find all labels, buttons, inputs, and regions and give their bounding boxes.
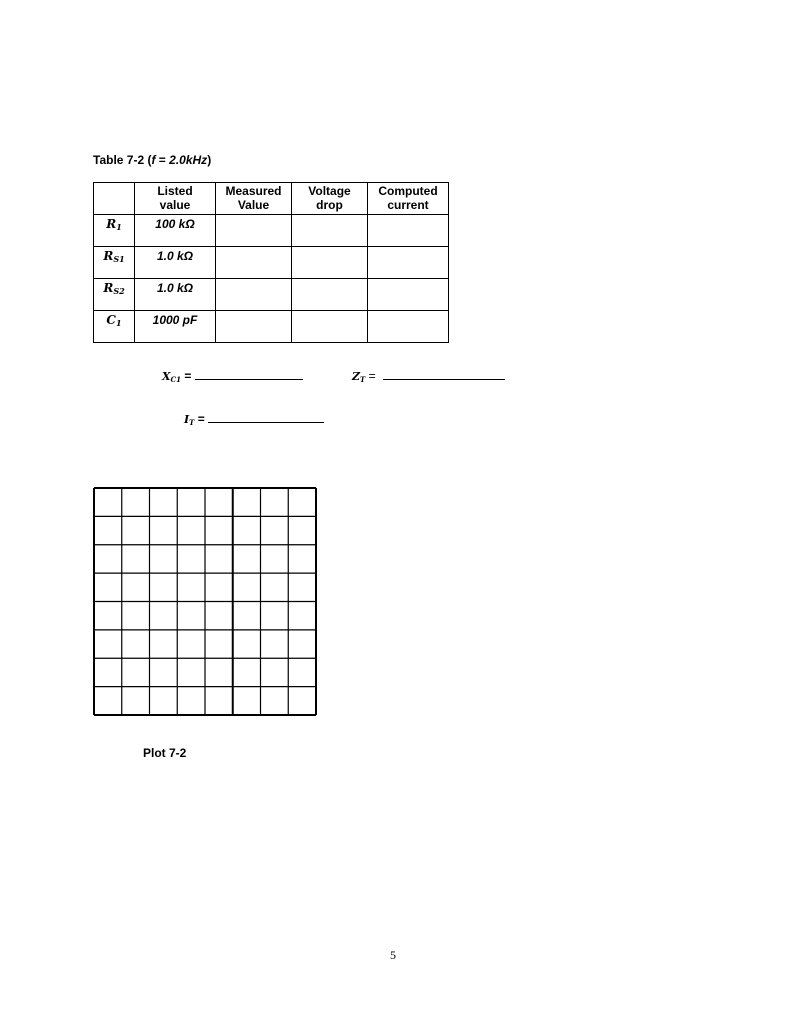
page-number: 5 [390, 948, 396, 962]
plot-grid[interactable] [93, 487, 317, 716]
listed-value-cell: 1.0 kΩ [135, 247, 216, 279]
zt-answer-blank[interactable] [383, 369, 505, 380]
header-measured-value: Measured Value [216, 183, 292, 215]
listed-value-cell: 1.0 kΩ [135, 279, 216, 311]
listed-value-cell: 100 kΩ [135, 215, 216, 247]
measured-value-cell[interactable] [216, 311, 292, 343]
computed-current-cell[interactable] [368, 247, 449, 279]
computed-current-cell[interactable] [368, 311, 449, 343]
table-row-r1 [94, 215, 449, 247]
zt-label: $Z_T$ [352, 370, 366, 384]
table-header-row [94, 183, 449, 215]
it-answer-blank[interactable] [208, 412, 324, 423]
component-symbol: $C_1$ [94, 311, 135, 343]
voltage-drop-cell[interactable] [292, 215, 368, 247]
header-listed-value: Listed value [135, 183, 216, 215]
xc1-equation: $X_{C1}$ = [162, 369, 303, 384]
measured-value-cell[interactable] [216, 215, 292, 247]
table-row-c1 [94, 311, 449, 343]
it-label: $I_T$ [184, 413, 195, 427]
header-corner-cell [94, 183, 135, 215]
header-computed-current: Computed current [368, 183, 449, 215]
computed-current-cell[interactable] [368, 279, 449, 311]
measured-value-cell[interactable] [216, 279, 292, 311]
table-caption: Table 7-2 (f = 2.0kHz) [93, 153, 212, 167]
component-symbol: $R_1$ [94, 215, 135, 247]
listed-value-cell: 1000 pF [135, 311, 216, 343]
xc1-answer-blank[interactable] [195, 369, 303, 380]
header-voltage-drop: Voltage drop [292, 183, 368, 215]
table-row-rs1 [94, 247, 449, 279]
zt-equation: $Z_T$ = [352, 369, 505, 384]
measurement-table [93, 182, 449, 343]
voltage-drop-cell[interactable] [292, 247, 368, 279]
voltage-drop-cell[interactable] [292, 279, 368, 311]
computed-current-cell[interactable] [368, 215, 449, 247]
component-symbol: $R_{S1}$ [94, 247, 135, 279]
it-equation: $I_T$ = [184, 412, 324, 427]
plot-label: Plot 7-2 [143, 746, 187, 760]
table-row-rs2 [94, 279, 449, 311]
voltage-drop-cell[interactable] [292, 311, 368, 343]
measured-value-cell[interactable] [216, 247, 292, 279]
xc1-label: $X_{C1}$ [162, 370, 181, 384]
component-symbol: $R_{S2}$ [94, 279, 135, 311]
